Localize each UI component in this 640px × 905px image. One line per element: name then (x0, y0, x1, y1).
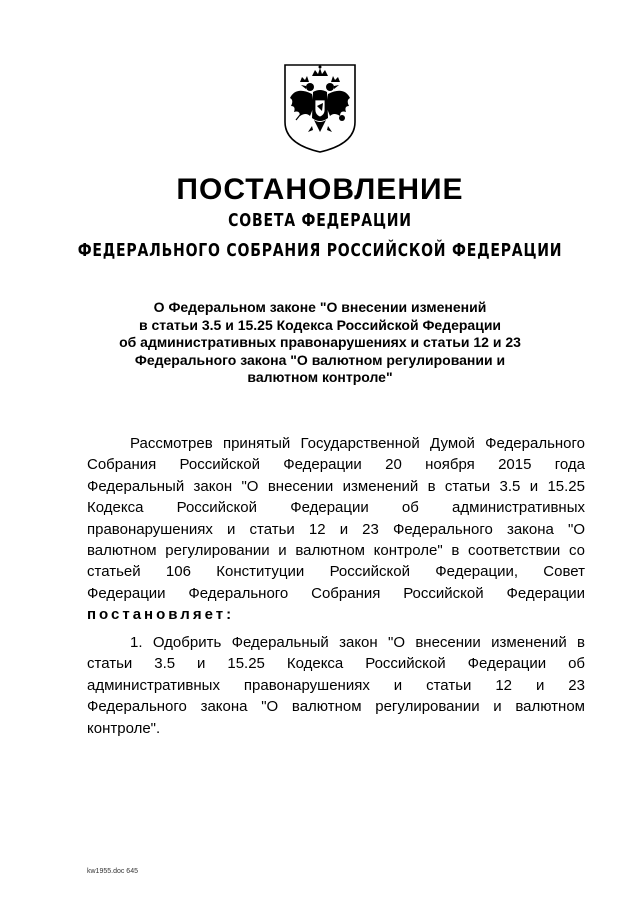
text-line: Собрания Российской Федерации 20 ноября 2015 года (87, 456, 585, 474)
issuer-line-2: ФЕДЕРАЛЬНОГО СОБРАНИЯ РОССИЙСКОЙ ФЕДЕРАЦИИ (77, 240, 563, 261)
document-title: ПОСТАНОВЛЕНИЕ (176, 173, 464, 206)
text-line: Рассмотрев принятый Государственной Думой Федерального (130, 435, 585, 452)
clause-1-paragraph (87, 632, 585, 739)
heading-line: в статьи 3.5 и 15.25 Кодекса Российской Федерации (138, 316, 502, 333)
file-reference: kw1955.doc 645 (87, 868, 138, 875)
heading-line: О Федеральном законе "О внесении изменений (153, 299, 487, 315)
text-line: Федеральный закон "О внесении изменений в статьи 3.5 и 15.25 (87, 477, 585, 495)
text-line: валютном регулировании и валютном контроле" в соответствии со (87, 541, 585, 559)
text-line: контроле". (87, 719, 161, 737)
preamble-paragraph (87, 433, 585, 626)
text-line: статьи 3.5 и 15.25 Кодекса Российской Федерации об (87, 655, 585, 673)
text-line: правонарушениях и статьи 12 и 23 Федерального закона "О (87, 520, 585, 538)
text-line: статьей 106 Конституции Российской Федерации, Совет (87, 563, 585, 581)
issuer-line-1: СОВЕТА ФЕДЕРАЦИИ (228, 210, 412, 231)
text-line: Федерального закона "О валютном регулировании и валютном (87, 698, 585, 716)
text-line: Кодекса Российской Федерации об административных (87, 499, 585, 517)
heading-line: об административных правонарушениях и статьи 12 и 23 (119, 334, 521, 351)
text-line: административных правонарушениях и статьи 12 и 23 (87, 676, 585, 694)
text-line: Федерации Федерального Собрания Российской Федерации (87, 584, 585, 602)
text-line: 1. Одобрить Федеральный закон "О внесении изменений в (130, 634, 585, 651)
russian-coat-of-arms-emblem (282, 62, 358, 154)
heading-line: валютном контроле" (247, 369, 393, 386)
resolution-heading (100, 299, 540, 387)
resolves-word: постановляет: (87, 606, 235, 624)
heading-line: Федерального закона "О валютном регулировании и (134, 351, 506, 368)
